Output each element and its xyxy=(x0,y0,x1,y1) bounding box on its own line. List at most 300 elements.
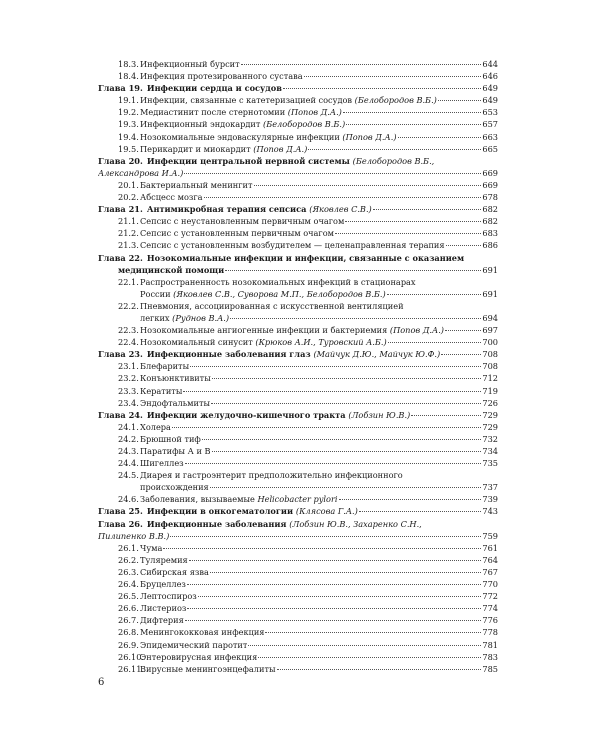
page-ref: 774 xyxy=(482,603,498,614)
toc-entry xyxy=(98,566,498,578)
entry-number: 20.1. xyxy=(118,179,139,190)
dot-leader xyxy=(241,64,482,65)
page-ref: 644 xyxy=(482,59,498,69)
entry-title xyxy=(140,239,445,251)
toc-entry xyxy=(98,651,498,663)
continuation-row xyxy=(98,288,498,300)
entry-title xyxy=(140,227,334,239)
entry-authors: (Руднов В.А.) xyxy=(172,312,230,323)
toc-entry xyxy=(98,445,498,457)
entry-continued-text: России xyxy=(140,288,174,299)
page-ref: 663 xyxy=(482,131,498,142)
continuation-row xyxy=(98,481,498,493)
page-ref: 743 xyxy=(482,506,498,517)
entry-number: 21.3. xyxy=(118,240,139,251)
page-ref: 682 xyxy=(482,204,498,215)
section-row xyxy=(98,421,498,433)
entry-title-text: Инфекции сердца и сосудов xyxy=(146,83,282,94)
entry-title-text: Менингококковая инфекция xyxy=(140,627,265,638)
entry-title xyxy=(147,505,358,517)
entry-authors: (Попов Д.А.) xyxy=(342,131,397,142)
dot-leader xyxy=(225,270,481,271)
section-row xyxy=(98,324,498,336)
dot-leader xyxy=(189,560,482,561)
entry-title xyxy=(147,252,464,264)
toc-entry xyxy=(98,191,498,203)
entry-number: 22.2. xyxy=(118,300,139,311)
toc-entry xyxy=(98,578,498,590)
page-ref: 700 xyxy=(482,337,498,348)
toc-entry xyxy=(98,106,498,118)
section-row xyxy=(98,143,498,155)
entry-title-text: Чума xyxy=(140,542,163,553)
page-ref: 682 xyxy=(482,216,498,227)
entry-number: 23.1. xyxy=(118,361,139,372)
entry-title xyxy=(140,143,307,155)
entry-title xyxy=(140,614,184,626)
entry-number: 18.3. xyxy=(118,59,139,69)
page-ref: 657 xyxy=(482,119,498,130)
chapter-row xyxy=(98,82,498,94)
page-ref: 669 xyxy=(482,179,498,190)
entry-number: 22.1. xyxy=(118,276,139,287)
entry-number: 24.2. xyxy=(118,433,139,444)
toc-entry xyxy=(98,179,498,191)
entry-title xyxy=(140,324,444,336)
section-row xyxy=(98,300,498,312)
entry-title xyxy=(140,58,240,70)
toc-entry xyxy=(98,131,498,143)
entry-continued-text: медицинской помощи xyxy=(118,264,225,275)
entry-number: 26.6. xyxy=(118,603,139,614)
toc-entry xyxy=(98,360,498,372)
toc-entry xyxy=(98,602,498,614)
entry-title-text: Нозокомиальный синусит xyxy=(140,337,256,348)
page-ref: 767 xyxy=(482,566,498,577)
entry-authors: (Попов Д.А.) xyxy=(389,325,444,336)
entry-title-continued xyxy=(140,312,229,324)
entry-title xyxy=(140,360,189,372)
entry-title-text: Инфекция протезированного сустава xyxy=(140,71,303,82)
entry-number: 22.3. xyxy=(118,325,139,336)
dot-leader xyxy=(387,294,482,295)
entry-authors: (Майчук Д.Ю., Майчук Ю.Ф.) xyxy=(313,349,441,360)
entry-number: 26.3. xyxy=(118,566,139,577)
entry-title-text: Перикардит и миокардит xyxy=(140,143,254,154)
page-ref: 646 xyxy=(482,71,498,82)
toc-entry xyxy=(98,58,498,70)
page-ref: 686 xyxy=(482,240,498,251)
entry-title-text: Антимикробная терапия сепсиса xyxy=(146,204,310,215)
dot-leader xyxy=(185,463,482,464)
dot-leader xyxy=(446,245,482,246)
entry-title xyxy=(140,372,211,384)
page-ref: 678 xyxy=(482,192,498,203)
entry-title-text: Инфекции желудочно-кишечного тракта xyxy=(146,409,349,420)
toc-entry xyxy=(98,82,498,94)
page-ref: 739 xyxy=(482,494,498,505)
entry-title-text: Инфекции в онкогематологии xyxy=(146,506,296,517)
page-ref: 694 xyxy=(482,312,498,323)
entry-title xyxy=(140,626,264,638)
entry-number: 19.4. xyxy=(118,131,139,142)
page-ref: 665 xyxy=(482,143,498,154)
entry-title-text: Инфекционные заболевания xyxy=(146,518,290,529)
section-row xyxy=(98,372,498,384)
entry-number: Глава 23. xyxy=(98,349,143,360)
section-row xyxy=(98,94,498,106)
toc-entry xyxy=(98,203,498,215)
section-row xyxy=(98,106,498,118)
chapter-row xyxy=(98,518,498,530)
page-ref: 781 xyxy=(482,639,498,650)
page-ref: 691 xyxy=(482,288,498,299)
page-ref: 719 xyxy=(482,385,498,396)
entry-number: Глава 22. xyxy=(98,252,143,263)
toc-entry xyxy=(98,143,498,155)
entry-title xyxy=(140,300,404,312)
entry-title-text: Сибирская язва xyxy=(140,566,209,577)
dot-leader xyxy=(198,596,482,597)
dot-leader xyxy=(187,608,481,609)
entry-authors: (Лобзин Ю.В., Захаренко С.Н., xyxy=(289,518,422,529)
section-row xyxy=(98,131,498,143)
toc-entry xyxy=(98,397,498,409)
toc-entry xyxy=(98,118,498,130)
entry-authors: (Крюков А.И., Туровский А.Б.) xyxy=(255,337,387,348)
entry-number: 23.4. xyxy=(118,397,139,408)
entry-number: 19.3. xyxy=(118,119,139,130)
entry-authors: Helicobacter pylori xyxy=(257,494,338,505)
entry-title-text: Распространенность нозокомиальных инфекций в стационарах xyxy=(140,276,416,287)
entry-number: 19.2. xyxy=(118,107,139,118)
entry-title xyxy=(140,433,201,445)
entry-number: 26.10. xyxy=(118,651,145,662)
entry-title-text: Кератиты xyxy=(140,385,183,396)
chapter-row xyxy=(98,409,498,421)
entry-title-text: Инфекционные заболевания глаз xyxy=(146,349,314,360)
section-row xyxy=(98,626,498,638)
entry-number: 24.6. xyxy=(118,494,139,505)
section-row xyxy=(98,179,498,191)
entry-number: 26.5. xyxy=(118,591,139,602)
entry-number: 23.3. xyxy=(118,385,139,396)
entry-title-text: Эндофтальмиты xyxy=(140,397,211,408)
entry-title xyxy=(140,397,210,409)
toc-entry xyxy=(98,554,498,566)
toc-entry xyxy=(98,505,498,517)
entry-number: 23.2. xyxy=(118,373,139,384)
dot-leader xyxy=(388,342,482,343)
section-row xyxy=(98,227,498,239)
entry-title xyxy=(140,118,345,130)
dot-leader xyxy=(248,645,481,646)
page-ref: 735 xyxy=(482,458,498,469)
continuation-row xyxy=(98,167,498,179)
entry-number: 26.9. xyxy=(118,639,139,650)
entry-title xyxy=(140,179,253,191)
page-ref: 759 xyxy=(482,530,498,541)
entry-title xyxy=(147,155,434,167)
entry-number: 20.2. xyxy=(118,192,139,203)
dot-leader xyxy=(373,209,482,210)
dot-leader xyxy=(345,221,481,222)
toc-entry xyxy=(98,626,498,638)
toc-entry xyxy=(98,94,498,106)
dot-leader xyxy=(212,451,482,452)
page-ref: 726 xyxy=(482,397,498,408)
section-row xyxy=(98,215,498,227)
entry-number: Глава 25. xyxy=(98,506,143,517)
toc-entry xyxy=(98,493,498,505)
dot-leader xyxy=(163,548,481,549)
entry-authors: (Белобородов В.Б.) xyxy=(354,95,437,106)
page-ref: 761 xyxy=(482,542,498,553)
entry-title xyxy=(140,131,397,143)
toc-entry xyxy=(98,385,498,397)
page-ref: 669 xyxy=(482,167,498,178)
entry-title xyxy=(147,82,282,94)
dot-leader xyxy=(343,112,481,113)
entry-title-text: Бактериальный менингит xyxy=(140,179,253,190)
entry-title-text: Инфекции, связанные с катетеризацией сосудов xyxy=(140,95,355,106)
entry-title xyxy=(140,457,184,469)
toc-entry xyxy=(98,324,498,336)
entry-number: 21.2. xyxy=(118,228,139,239)
dot-leader xyxy=(190,366,481,367)
dot-leader xyxy=(441,354,481,355)
entry-title xyxy=(140,590,197,602)
toc-entry xyxy=(98,409,498,421)
dot-leader xyxy=(265,632,481,633)
entry-title-text: Брюшной тиф xyxy=(140,433,201,444)
dot-leader xyxy=(445,330,481,331)
toc-entry xyxy=(98,300,498,324)
entry-number: 26.8. xyxy=(118,627,139,638)
dot-leader xyxy=(185,620,482,621)
section-row xyxy=(98,276,498,288)
page-ref: 764 xyxy=(482,554,498,565)
toc-entry xyxy=(98,542,498,554)
entry-title xyxy=(140,70,303,82)
entry-authors: (Яковлев С.В., Суворова М.П., Белобородов В.Б.) xyxy=(173,288,386,299)
section-row xyxy=(98,239,498,251)
entry-title-text: Заболевания, вызываемые xyxy=(140,494,258,505)
entry-title xyxy=(140,639,247,651)
section-row xyxy=(98,554,498,566)
entry-title-text: Нозокомиальные эндоваскулярные инфекции xyxy=(140,131,343,142)
toc-entry xyxy=(98,614,498,626)
page-ref: 712 xyxy=(482,373,498,384)
entry-title-text: Диарея и гастроэнтерит предположительно инфекционного xyxy=(140,470,403,481)
entry-authors: (Белобородов В.Б., xyxy=(352,155,435,166)
toc-entry xyxy=(98,215,498,227)
entry-title-text: Холера xyxy=(140,421,171,432)
toc-entry xyxy=(98,469,498,493)
dot-leader xyxy=(411,415,481,416)
entry-number: 24.3. xyxy=(118,446,139,456)
entry-continued-text: происхождения xyxy=(140,482,209,493)
entry-title-text: Листериоз xyxy=(140,603,187,614)
page-ref: 783 xyxy=(482,651,498,662)
dot-leader xyxy=(346,124,481,125)
entry-title xyxy=(140,554,188,566)
entry-number: Глава 24. xyxy=(98,409,143,420)
section-row xyxy=(98,457,498,469)
toc-entry xyxy=(98,348,498,360)
dot-leader xyxy=(304,76,482,77)
entry-title-text: Энтеровирусная инфекция xyxy=(140,651,258,662)
dot-leader xyxy=(170,536,481,537)
section-row xyxy=(98,602,498,614)
entry-title-text: Нозокомиальные ангиогенные инфекции и бактериемия xyxy=(140,325,390,336)
section-row xyxy=(98,663,498,675)
entry-title-text: Вирусные менингоэнцефалиты xyxy=(140,663,276,674)
dot-leader xyxy=(184,173,481,174)
entry-continued-text: Пилипенко В.В.) xyxy=(98,530,170,541)
chapter-row xyxy=(98,155,498,167)
entry-title xyxy=(140,336,387,348)
dot-leader xyxy=(210,572,482,573)
entry-title xyxy=(147,203,372,215)
entry-title-text: Паратифы А и В xyxy=(140,446,211,456)
dot-leader xyxy=(212,378,482,379)
page-ref: 649 xyxy=(482,83,498,94)
entry-title xyxy=(140,94,437,106)
entry-number: 19.5. xyxy=(118,143,139,154)
page-ref: 778 xyxy=(482,627,498,638)
entry-title-text: Конъюнктивиты xyxy=(140,373,211,384)
entry-number: 26.2. xyxy=(118,554,139,565)
page-ref: 691 xyxy=(482,264,498,275)
entry-title-continued xyxy=(98,530,169,542)
entry-authors: (Лобзин Ю.В.) xyxy=(348,409,411,420)
continuation-row xyxy=(98,264,498,276)
page-ref: 734 xyxy=(482,446,498,456)
chapter-row xyxy=(98,203,498,215)
toc-entry xyxy=(98,252,498,276)
entry-number: 26.1. xyxy=(118,542,139,553)
entry-title-text: Бруцеллез xyxy=(140,579,186,590)
section-row xyxy=(98,118,498,130)
page-ref: 729 xyxy=(482,409,498,420)
entry-number: 26.7. xyxy=(118,615,139,626)
entry-title-text: Сепсис с неустановленным первичным очагом xyxy=(140,216,345,227)
page-ref: 772 xyxy=(482,591,498,602)
entry-title xyxy=(140,651,257,663)
entry-title-text: Блефариты xyxy=(140,361,190,372)
entry-title-text: Дифтерия xyxy=(140,615,184,626)
page-ref: 770 xyxy=(482,579,498,590)
toc-entry xyxy=(98,372,498,384)
entry-number: 24.1. xyxy=(118,421,139,432)
page-number: 6 xyxy=(98,677,105,688)
entry-number: 19.1. xyxy=(118,95,139,106)
section-row xyxy=(98,385,498,397)
entry-number: 21.1. xyxy=(118,216,139,227)
toc-entry xyxy=(98,155,498,179)
entry-number: Глава 26. xyxy=(98,518,143,529)
entry-number: 26.11. xyxy=(118,663,145,674)
dot-leader xyxy=(283,88,481,89)
toc-entry xyxy=(98,457,498,469)
page-ref: 683 xyxy=(482,228,498,239)
entry-number: 24.4. xyxy=(118,458,139,469)
entry-title-text: Пневмония, ассоциированная с искусственной вентиляцией xyxy=(140,300,404,311)
page-ref: 708 xyxy=(482,349,498,360)
entry-title xyxy=(140,578,186,590)
entry-number: Глава 19. xyxy=(98,83,143,94)
toc-entry xyxy=(98,70,498,82)
dot-leader xyxy=(277,669,482,670)
toc-entry xyxy=(98,239,498,251)
section-row xyxy=(98,469,498,481)
entry-authors: (Попов Д.А.) xyxy=(253,143,308,154)
section-row xyxy=(98,493,498,505)
entry-number: Глава 20. xyxy=(98,155,143,166)
section-row xyxy=(98,590,498,602)
toc-entry xyxy=(98,276,498,300)
entry-continued-text: легких xyxy=(140,312,173,323)
section-row xyxy=(98,614,498,626)
entry-title-text: Сепсис с установленным первичным очагом xyxy=(140,228,335,239)
dot-leader xyxy=(210,487,482,488)
section-row xyxy=(98,336,498,348)
table-of-contents xyxy=(98,58,498,675)
entry-title xyxy=(140,276,416,288)
entry-authors: (Яковлев С.В.) xyxy=(309,204,372,215)
entry-number: 26.4. xyxy=(118,579,139,590)
dot-leader xyxy=(172,427,481,428)
toc-entry xyxy=(98,433,498,445)
entry-title-continued xyxy=(140,481,209,493)
section-row xyxy=(98,191,498,203)
toc-entry xyxy=(98,518,498,542)
entry-authors: (Попов Д.А.) xyxy=(287,107,342,118)
entry-title-text: Инфекционный эндокардит xyxy=(140,119,263,130)
toc-entry xyxy=(98,421,498,433)
entry-title xyxy=(140,385,182,397)
entry-title-text: Инфекции центральной нервной системы xyxy=(146,155,353,166)
chapter-row xyxy=(98,505,498,517)
dot-leader xyxy=(339,499,482,500)
dot-leader xyxy=(335,233,481,234)
dot-leader xyxy=(230,318,481,319)
chapter-row xyxy=(98,348,498,360)
dot-leader xyxy=(187,584,481,585)
dot-leader xyxy=(211,403,481,404)
toc-entry xyxy=(98,227,498,239)
page-ref: 776 xyxy=(482,615,498,626)
section-row xyxy=(98,651,498,663)
section-row xyxy=(98,445,498,457)
dot-leader xyxy=(359,511,482,512)
toc-entry xyxy=(98,639,498,651)
page-ref: 732 xyxy=(482,433,498,444)
entry-title xyxy=(140,191,203,203)
page-ref: 737 xyxy=(482,482,498,493)
section-row xyxy=(98,70,498,82)
toc-entry xyxy=(98,663,498,675)
continuation-row xyxy=(98,530,498,542)
section-row xyxy=(98,397,498,409)
dot-leader xyxy=(183,391,481,392)
section-row xyxy=(98,639,498,651)
entry-title xyxy=(140,493,338,505)
entry-title-text: Абсцесс мозга xyxy=(140,192,203,203)
section-row xyxy=(98,566,498,578)
section-row xyxy=(98,578,498,590)
